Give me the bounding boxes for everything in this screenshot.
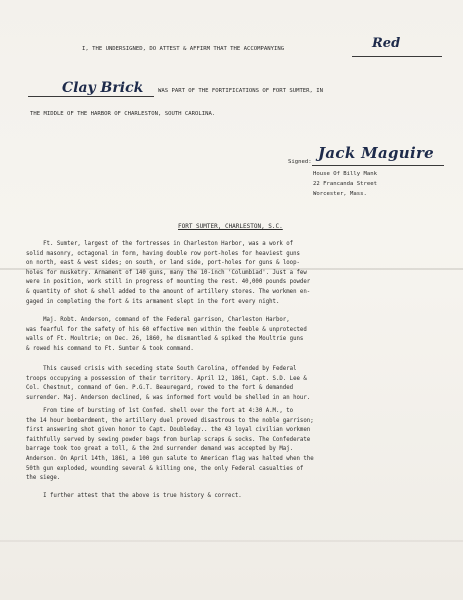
paragraph-5 — [26, 492, 446, 502]
text-line: barrage took too great a toll, & the 2nd surrender demand was accepted by Maj. — [26, 446, 294, 453]
paragraph-2 — [26, 316, 446, 354]
text-line: Ft. Sumter, largest of the fortresses in Charleston Harbor, was a work of — [26, 241, 294, 247]
text-line: the siege. — [26, 475, 61, 482]
text-line: faithfully served by sewing powder bags from burlap scraps & socks. The Confederate — [26, 436, 311, 443]
text-line: the 14 hour bombardment, the artillery duel proved disastrous to the noble garrison; — [26, 417, 314, 424]
paragraph-4 — [26, 407, 446, 484]
address-line-2: 22 Francanda Street — [313, 181, 377, 187]
text-line: This caused crisis with seceding state South Carolina, offended by Federal — [26, 366, 297, 372]
text-line: holes for musketry. Armament of 140 guns, many the 10-inch 'Columbiad'. Just a few — [26, 269, 307, 276]
text-line: From time of bursting of 1st Confed. shell over the fort at 4:30 A.M., to — [26, 408, 294, 414]
attest-line-3: THE MIDDLE OF THE HARBOR OF CHARLESTON, SOUTH CAROLINA. — [30, 111, 216, 117]
attest-line-1: I, THE UNDERSIGNED, DO ATTEST & AFFIRM THAT THE ACCOMPANYING — [82, 46, 285, 52]
paragraph-1 — [26, 240, 446, 307]
signature: Jack Maguire — [318, 144, 435, 162]
handwritten-red: Red — [372, 36, 401, 51]
text-line: Maj. Robt. Anderson, command of the Federal garrison, Charleston Harbor, — [26, 317, 290, 323]
text-line: solid masonry, octagonal in form, having double row port-holes for heaviest guns — [26, 250, 300, 257]
handwritten-clay-brick: Clay Brick — [62, 80, 144, 96]
text-line: I further attest that the above is true history & correct. — [26, 493, 242, 499]
text-line: were in position, work still in progress of mounting the rest. 40,000 pounds powder — [26, 279, 311, 286]
address-line-3: Worcester, Mass. — [313, 191, 367, 197]
fill-line-1 — [352, 56, 442, 57]
fill-line-2 — [28, 96, 154, 97]
text-line: gaged in completing the fort & its armament slept in the fort every night. — [26, 298, 280, 305]
text-line: & rowed his command to Ft. Sumter & took command. — [26, 345, 194, 352]
text-line: & quantity of shot & shell added to the amount of artillery stores. The workmen en- — [26, 288, 311, 295]
text-line: first answering shot given honor to Capt. Doubleday.. the 43 loyal civilian workmen — [26, 427, 311, 434]
text-line: troops occupying a possession of their territory. April 12, 1861, Capt. S.D. Lee & — [26, 375, 307, 382]
attest-line-2: WAS PART OF THE FORTIFICATIONS OF FORT SUMTER, IN — [158, 88, 324, 94]
text-line: Anderson. On April 14th, 1861, a 100 gun salute to American flag was halted when the — [26, 455, 314, 462]
signature-line — [312, 165, 444, 166]
signed-label: Signed: — [288, 159, 312, 165]
text-line: was fearful for the safety of his 60 effective men within the feeble & unprotected — [26, 326, 307, 333]
text-line: 50th gun exploded, wounding several & killing one, the only Federal casualties of — [26, 465, 304, 472]
text-line: on north, east & west sides; on south, or land side, port-holes for guns & loop- — [26, 260, 300, 267]
document-title: FORT SUMTER, CHARLESTON, S.C. — [178, 223, 283, 230]
text-line: surrender. Maj. Anderson declined, & was informed fort would be shelled in an hour. — [26, 394, 311, 401]
paper-crease — [0, 540, 463, 542]
text-line: walls of Ft. Moultrie; on Dec. 26, 1860, he dismantled & spiked the Moultrie guns — [26, 336, 304, 343]
address-line-1: House Of Billy Mank — [313, 171, 377, 177]
paragraph-3 — [26, 365, 446, 403]
text-line: Col. Chestnut, command of Gen. P.G.T. Beauregard, rowed to the fort & demanded — [26, 385, 294, 392]
